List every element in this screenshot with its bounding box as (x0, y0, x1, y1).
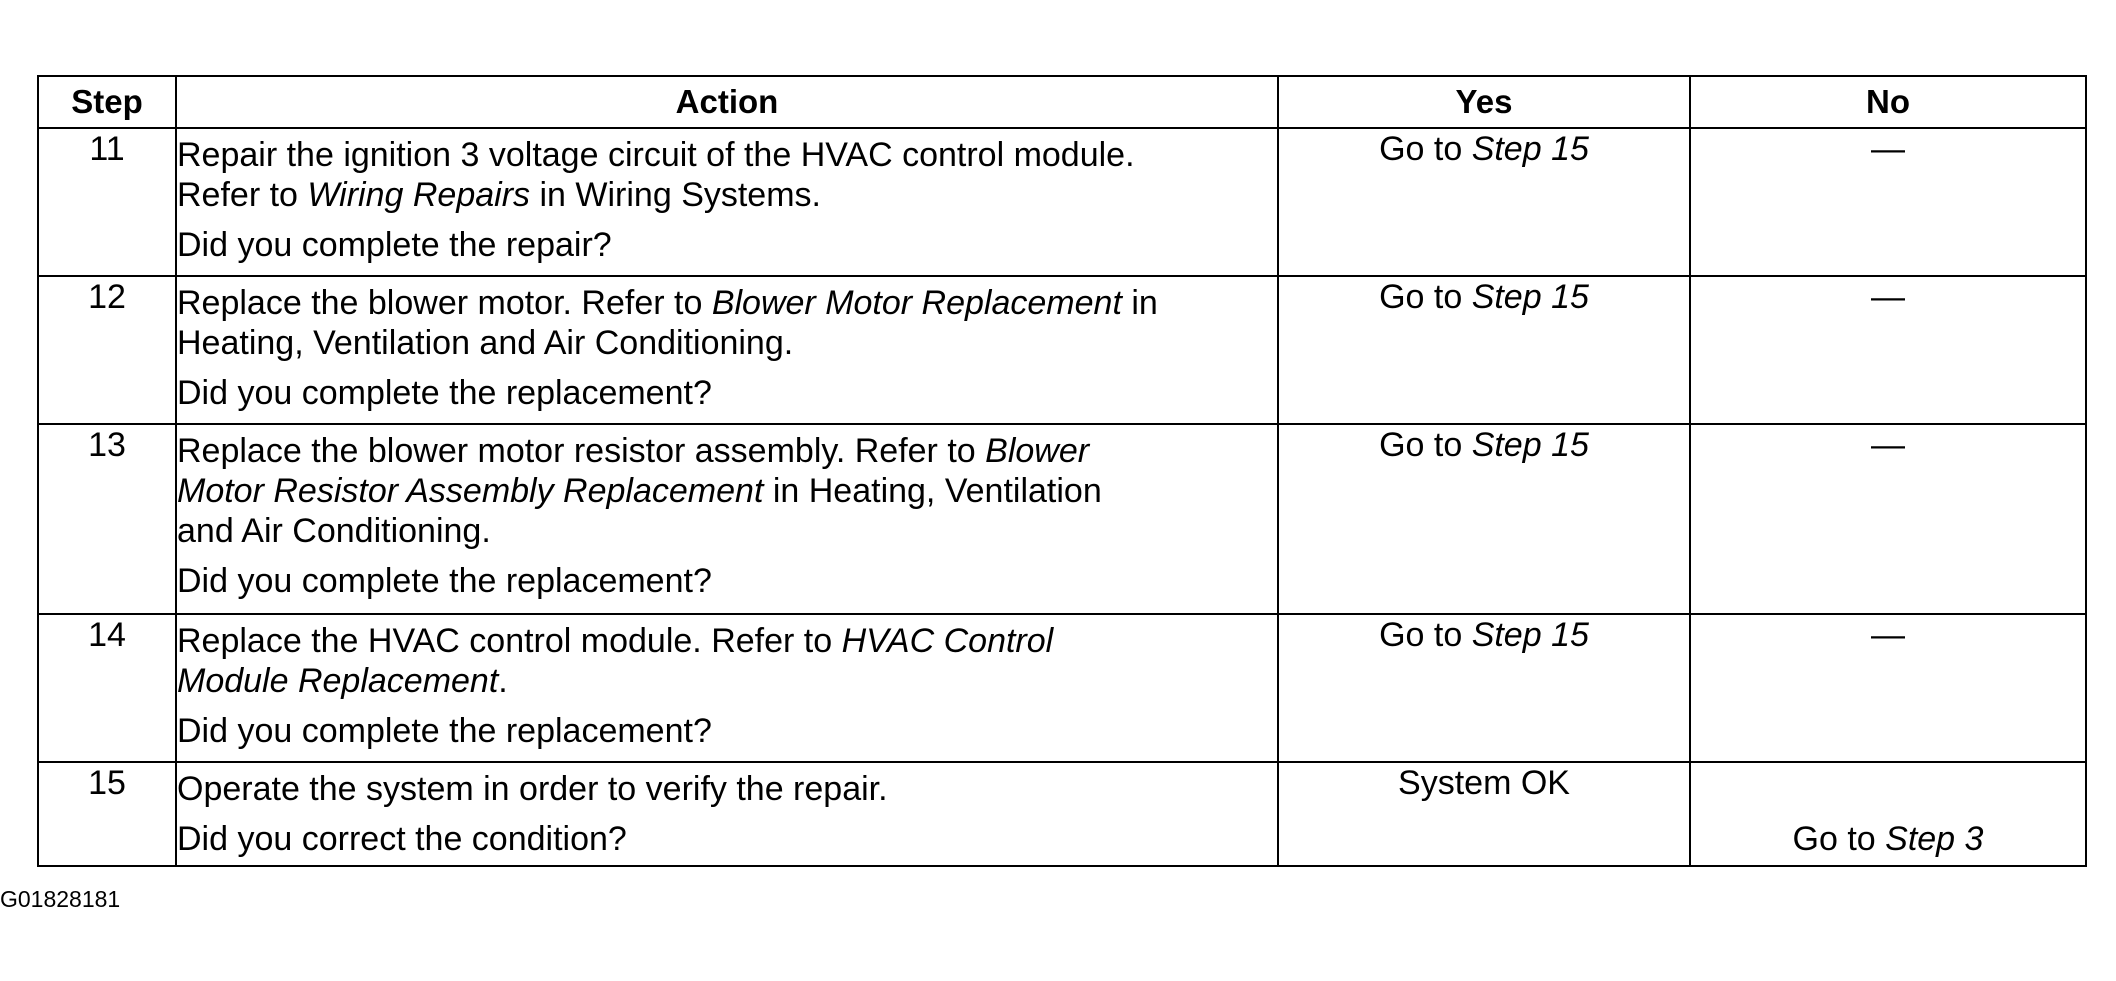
table-header-row (38, 76, 2086, 128)
action-cell (176, 276, 1278, 424)
action-cell (176, 424, 1278, 614)
action-text-part: Replace the blower motor resistor assembly. Refer to (177, 432, 986, 470)
action-text (177, 277, 1187, 363)
action-reference-link[interactable]: Blower Motor Resistor Assembly Replacement (177, 432, 1090, 510)
action-text (177, 615, 1167, 701)
yes-cell (1278, 614, 1690, 762)
header-step: Step (38, 76, 176, 128)
action-cell (176, 614, 1278, 762)
yes-prefix: Go to (1379, 616, 1472, 654)
action-reference-link[interactable]: HVAC Control Module Replacement (177, 622, 1054, 700)
yes-result: System OK (1398, 764, 1570, 802)
yes-prefix: Go to (1379, 278, 1472, 316)
no-cell (1690, 762, 2086, 866)
question-text: Did you complete the replacement? (177, 374, 712, 412)
yes-prefix: Go to (1379, 426, 1472, 464)
table-row (38, 762, 2086, 866)
yes-step-link[interactable]: Step 15 (1471, 426, 1589, 464)
no-cell (1690, 424, 2086, 614)
action-text-part: Replace the blower motor. Refer to (177, 284, 712, 322)
yes-step-link[interactable]: Step 15 (1471, 616, 1589, 654)
question-text: Did you complete the replacement? (177, 562, 712, 600)
header-yes: Yes (1278, 76, 1690, 128)
yes-step-link[interactable]: Step 15 (1471, 278, 1589, 316)
action-text-part: in Heating, Ventilation and Air Conditioning. (177, 284, 1158, 362)
action-cell (176, 762, 1278, 866)
question-text: Did you correct the condition? (177, 820, 627, 858)
action-reference-link[interactable]: Wiring Repairs (307, 176, 531, 214)
table-row (38, 614, 2086, 762)
action-text-part: in Heating, Ventilation and Air Conditioning. (177, 472, 1102, 550)
action-text-part: . (498, 662, 508, 700)
question-text: Did you complete the replacement? (177, 712, 712, 750)
action-reference-link[interactable]: Blower Motor Replacement (711, 284, 1122, 322)
action-text (177, 763, 1277, 809)
table-row (38, 128, 2086, 276)
yes-step-link[interactable]: Step 15 (1471, 130, 1589, 168)
question-text: Did you complete the repair? (177, 226, 612, 264)
yes-cell (1278, 276, 1690, 424)
yes-cell (1278, 762, 1690, 866)
action-text (177, 129, 1222, 215)
yes-cell (1278, 128, 1690, 276)
no-cell (1690, 276, 2086, 424)
figure-id-label: G01828181 (0, 886, 121, 912)
table-body (38, 128, 2086, 866)
header-action: Action (176, 76, 1278, 128)
yes-prefix: Go to (1379, 130, 1472, 168)
action-text-part: Repair the ignition 3 voltage circuit of the HVAC control module. Refer to (177, 136, 1135, 214)
step-number: 11 (38, 128, 176, 276)
no-dash: — (1871, 426, 1905, 464)
no-dash: — (1871, 278, 1905, 316)
header-no: No (1690, 76, 2086, 128)
yes-cell (1278, 424, 1690, 614)
step-number: 15 (38, 762, 176, 866)
step-number: 13 (38, 424, 176, 614)
action-text-part: Replace the HVAC control module. Refer to (177, 622, 842, 660)
table-row (38, 424, 2086, 614)
action-text-part: Operate the system in order to verify the repair. (177, 770, 888, 808)
step-number: 14 (38, 614, 176, 762)
no-prefix: Go to (1792, 820, 1886, 858)
action-text-part: in Wiring Systems. (530, 176, 821, 214)
action-cell (176, 128, 1278, 276)
no-dash: — (1871, 130, 1905, 168)
diagnostic-table (37, 75, 2087, 867)
diagnostic-table-wrapper (37, 75, 2085, 867)
table-row (38, 276, 2086, 424)
no-dash: — (1871, 616, 1905, 654)
action-text (177, 425, 1162, 551)
no-step-link[interactable]: Step 3 (1885, 820, 1984, 858)
step-number: 12 (38, 276, 176, 424)
no-cell (1690, 128, 2086, 276)
no-cell (1690, 614, 2086, 762)
